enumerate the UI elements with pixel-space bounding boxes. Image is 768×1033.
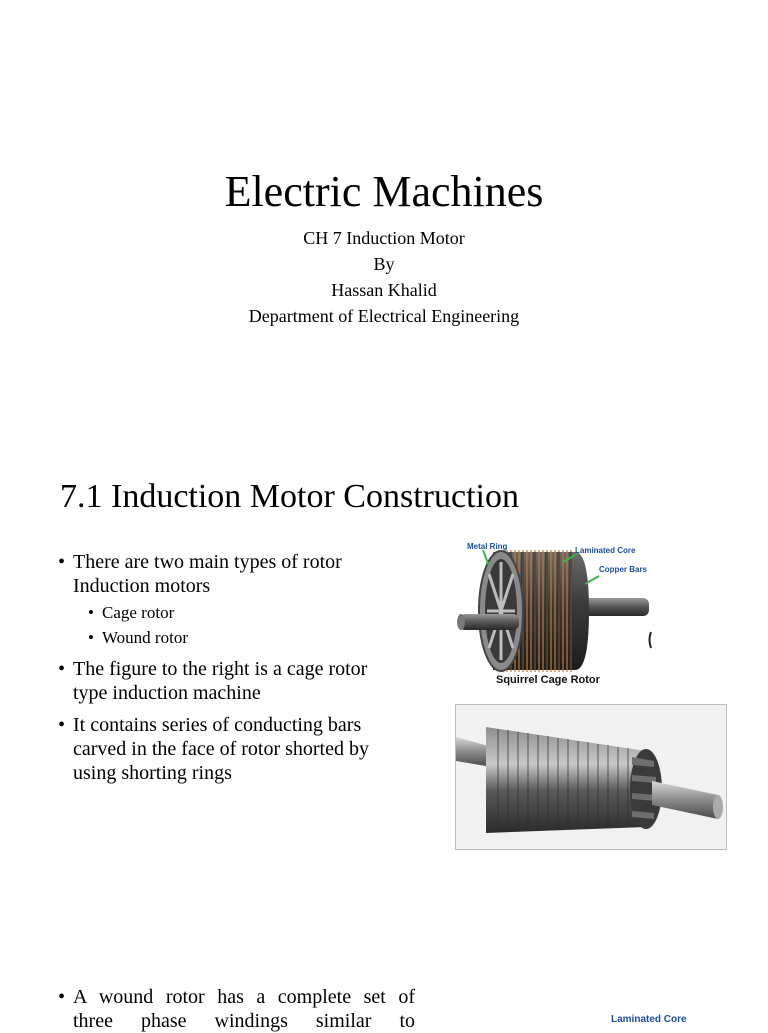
figure-caption: Squirrel Cage Rotor <box>496 674 600 686</box>
subbullet-text: Cage rotor <box>102 603 175 622</box>
bullet-line: using shorting rings <box>73 762 232 784</box>
bullet-line: three phase windings similar to <box>73 1010 415 1032</box>
bullet-dot: • <box>58 714 66 736</box>
rotor-photo-illustration <box>456 705 726 849</box>
subbullet-text: Wound rotor <box>102 628 188 647</box>
slide-title: Electric Machines <box>224 167 544 216</box>
laminated-core-label: Laminated Core <box>575 546 636 555</box>
bullet-dot: • <box>58 986 66 1008</box>
subbullet-cage-rotor <box>88 602 175 624</box>
bullet-line: Induction motors <box>73 575 211 597</box>
bullet-line: type induction machine <box>73 682 261 704</box>
squirrel-cage-rotor-illustration <box>455 536 660 691</box>
subtitle-chapter: CH 7 Induction Motor <box>303 228 465 248</box>
bullet-dot: • <box>88 603 94 622</box>
bullet-dot: • <box>58 658 66 680</box>
bullet-line: carved in the face of rotor shorted by <box>73 738 369 760</box>
bullet-line: There are two main types of rotor <box>73 551 342 573</box>
subtitle-by: By <box>373 254 395 274</box>
metal-ring-label: Metal Ring <box>467 542 508 551</box>
subtitle-author: Hassan Khalid <box>331 280 437 300</box>
laminated-core-label-slide3: Laminated Core <box>611 1014 687 1025</box>
bullet-wound-rotor <box>58 985 415 1033</box>
cage-rotor-photo <box>455 704 727 850</box>
subtitle-department: Department of Electrical Engineering <box>248 306 520 326</box>
bullet-dot: • <box>88 628 94 647</box>
bullet-line: It contains series of conducting bars <box>73 714 362 736</box>
bullet-line: The figure to the right is a cage rotor <box>73 658 368 680</box>
bullet-line: A wound rotor has a complete set of <box>73 986 415 1008</box>
bullet-rotor-types <box>58 550 413 598</box>
bullet-conducting-bars <box>58 713 433 785</box>
bullet-figure-description <box>58 657 433 705</box>
section-title: 7.1 Induction Motor Construction <box>60 478 519 515</box>
squirrel-cage-rotor-figure <box>455 536 660 691</box>
subbullet-wound-rotor <box>88 627 188 649</box>
bullet-dot: • <box>58 551 66 573</box>
copper-bars-label: Copper Bars <box>599 565 648 574</box>
